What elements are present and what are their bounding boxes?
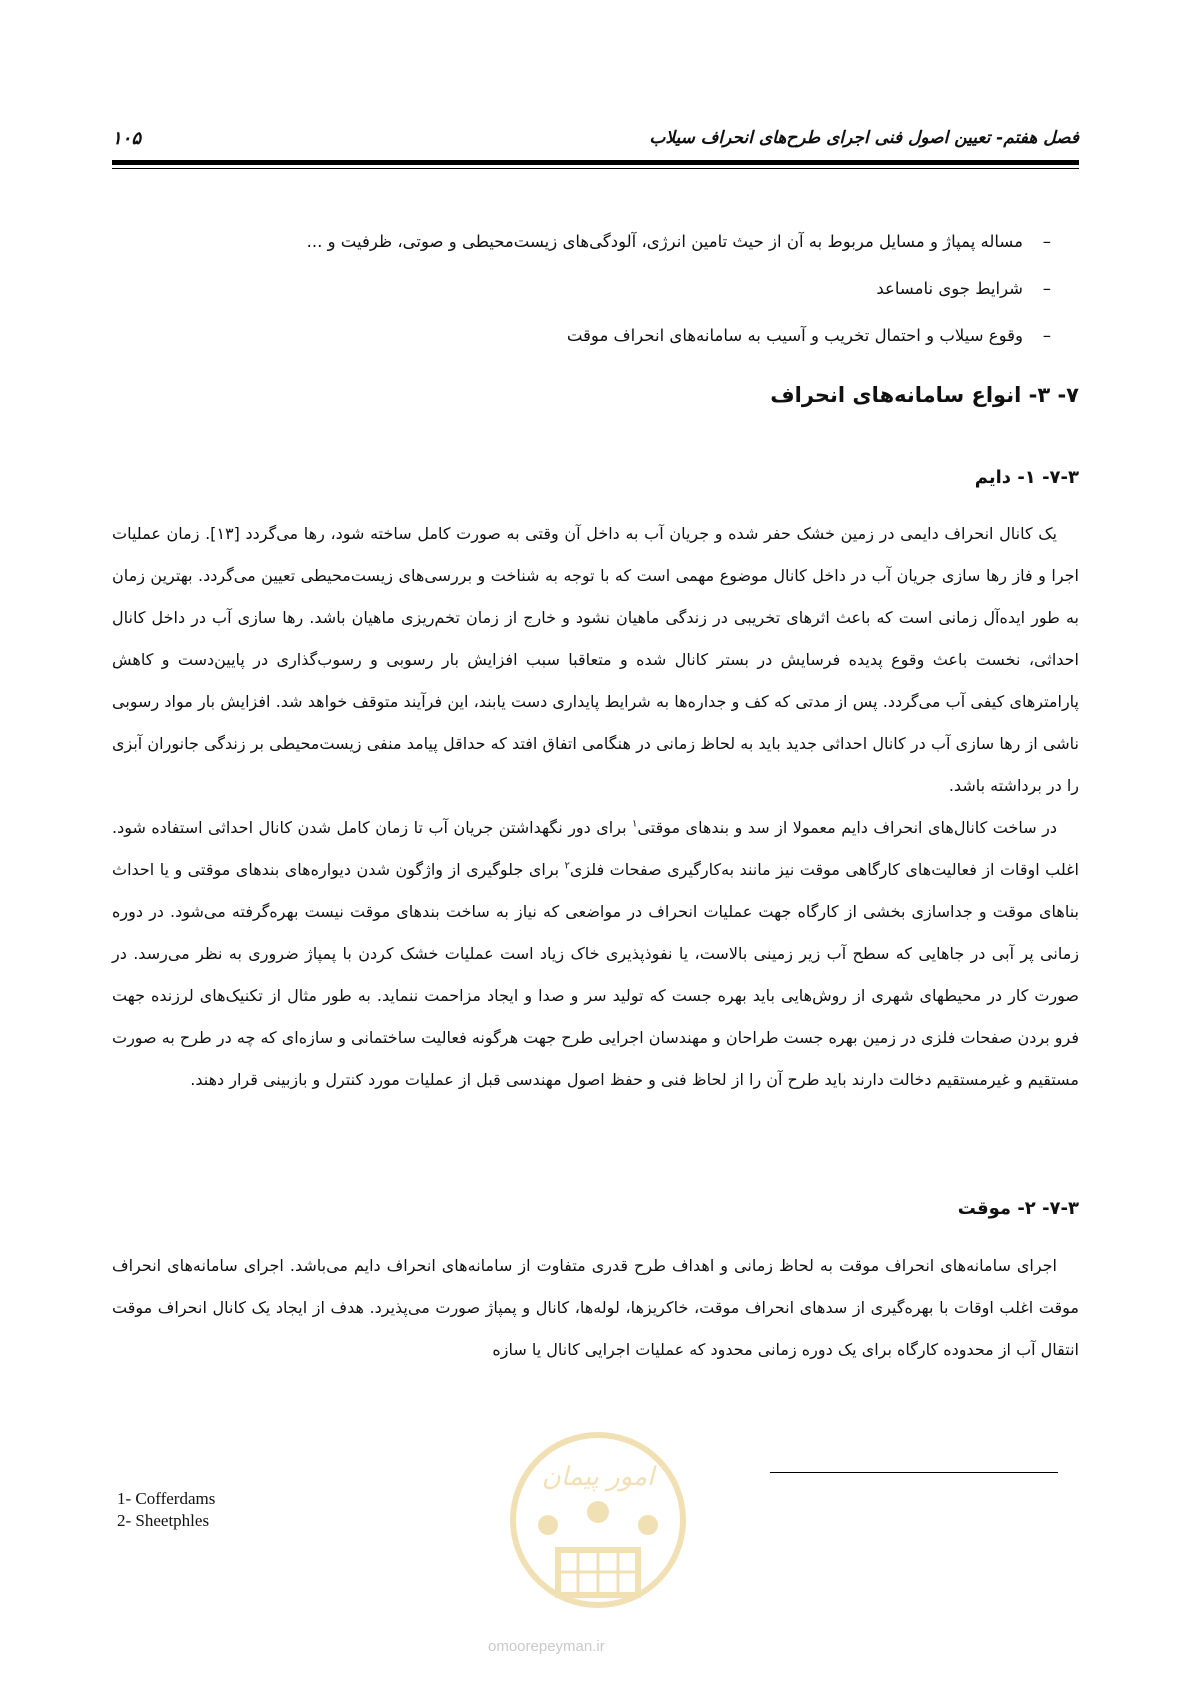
footnote-ref-1: ۱ xyxy=(632,818,638,830)
list-item: –شرایط جوی نامساعد xyxy=(191,265,1051,312)
watermark-logo-icon xyxy=(478,1400,718,1630)
bullet-marker: – xyxy=(1042,279,1051,298)
running-header xyxy=(112,128,1079,158)
footnote-1: 1- Cofferdams xyxy=(117,1489,216,1508)
footnote-2: 2- Sheetphles xyxy=(117,1511,210,1530)
watermark-logo-text: امور پیمان xyxy=(541,1462,655,1492)
footnotes xyxy=(117,1488,215,1532)
list-item: –وقوع سیلاب و احتمال تخریب و آسیب به سامانه‌های انحراف موقت xyxy=(191,312,1051,359)
subsection-heading-temporary: ۷-۳- ۲- موقت xyxy=(957,1198,1079,1219)
watermark-url: omoorepeyman.ir xyxy=(488,1638,605,1655)
header-rule-thin xyxy=(112,168,1079,169)
paragraph-temporary-1: اجرای سامانه‌های انحراف موقت به لحاظ زمانی و اهداف طرح قدری متفاوت از سامانه‌های انحراف دایم می‌باشد. اجرای سامانه‌های انحراف موقت اغلب اوقات با بهره‌گیری از سدهای انحراف موقت، خاکریزها، لوله‌ها، کانال و پمپاژ صورت می‌پذیرد. هدف از ایجاد یک کانال انحراف موقت انتقال آب از محدوده کارگاه برای یک دوره زمانی محدود که عملیات اجرایی کانال یا سازه xyxy=(112,1256,1079,1359)
bullet-list xyxy=(191,218,1051,359)
footnote-ref-2: ۲ xyxy=(564,860,570,872)
page-number: ۱۰۵ xyxy=(112,128,142,149)
bullet-marker: – xyxy=(1042,326,1051,345)
bullet-marker: – xyxy=(1042,232,1051,251)
footnote-rule xyxy=(770,1472,1058,1473)
section-heading: ۷- ۳- انواع سامانه‌های انحراف xyxy=(770,383,1079,407)
paragraph-permanent-1: یک کانال انحراف دایمی در زمین خشک حفر شده و جریان آب به داخل آن وقتی به صورت کامل ساخته شود، رها می‌گردد [۱۳]. زمان عملیات اجرا و فاز رها سازی جریان آب در داخل کانال موضوع مهمی است که با توجه به شناخت و بررسی‌های زیست‌محیطی تعیین می‌گردد. بهترین زمان به طور ایده‌آل زمانی است که باعث اثرهای تخریبی در زندگی ماهیان نشود و خارج از زمان تخم‌ریزی ماهیان باشد. رها سازی آب در داخل کانال احداثی، نخست باعث وقوع پدیده فرسایش در بستر کانال شده و متعاقبا سبب افزایش بار رسوبی و رسوب‌گذاری در پایین‌دست و کاهش پارامترهای کیفی آب می‌گردد. پس از مدتی که کف و جداره‌ها به شرایط پایداری دست یابند، این فرآیند متوقف خواهد شد. افزایش بار مواد رسوبی ناشی از رها سازی آب در کانال احداثی جدید باید به لحاظ زمانی در هنگامی اتفاق افتد که حداقل پیامد منفی زیست‌محیطی بر زندگی جانوران آبزی را در برداشته باشد. xyxy=(112,524,1079,795)
header-rule-thick xyxy=(112,160,1079,165)
subsection-heading-permanent: ۷-۳- ۱- دایم xyxy=(974,467,1079,488)
list-item: –مساله پمپاژ و مسایل مربوط به آن از حیث تامین انرژی، آلودگی‌های زیست‌محیطی و صوتی، ظرفیت و ... xyxy=(191,218,1051,265)
paragraph-permanent-2: در ساخت کانال‌های انحراف دایم معمولا از سد و بندهای موقتی$^۱$ برای دور نگهداشتن جریان آب تا زمان کامل شدن کانال احداثی استفاده شود. اغلب اوقات از فعالیت‌های کارگاهی موقت نیز مانند به‌کارگیری صفحات فلزی$^۲$ برای جلوگیری از واژگون شدن دیواره‌های بندهای موقتی و یا احداث بناهای موقت و جداسازی بخشی از کارگاه جهت عملیات انحراف در مواضعی که نیاز به ساخت بندهای موقت نیست بهره‌گرفته می‌شود. در دوره زمانی پر آبی در جاهایی که سطح آب زیر زمینی بالاست، یا نفوذپذیری خاک زیاد است عملیات خشک کردن با پمپاژ ضروری به نظر می‌رسد. در صورت کار در محیطهای شهری از روش‌هایی باید بهره جست که تولید سر و صدا و ایجاد مزاحمت ننماید. به طور مثال از تکنیک‌های لرزنده جهت فرو بردن صفحات فلزی در زمین بهره جست طراحان و مهندسان اجرایی طرح جهت هرگونه فعالیت ساختمانی و سازه‌ای که چه در طرح به صورت مستقیم و غیرمستقیم دخالت دارند باید طرح آن را از لحاظ فنی و حفظ اصول مهندسی قبل از عملیات مورد کنترل و بازبینی قرار دهند. xyxy=(112,818,1079,1089)
chapter-title: فصل هفتم- تعیین اصول فنی اجرای طرح‌های انحراف سیلاب xyxy=(649,128,1079,148)
